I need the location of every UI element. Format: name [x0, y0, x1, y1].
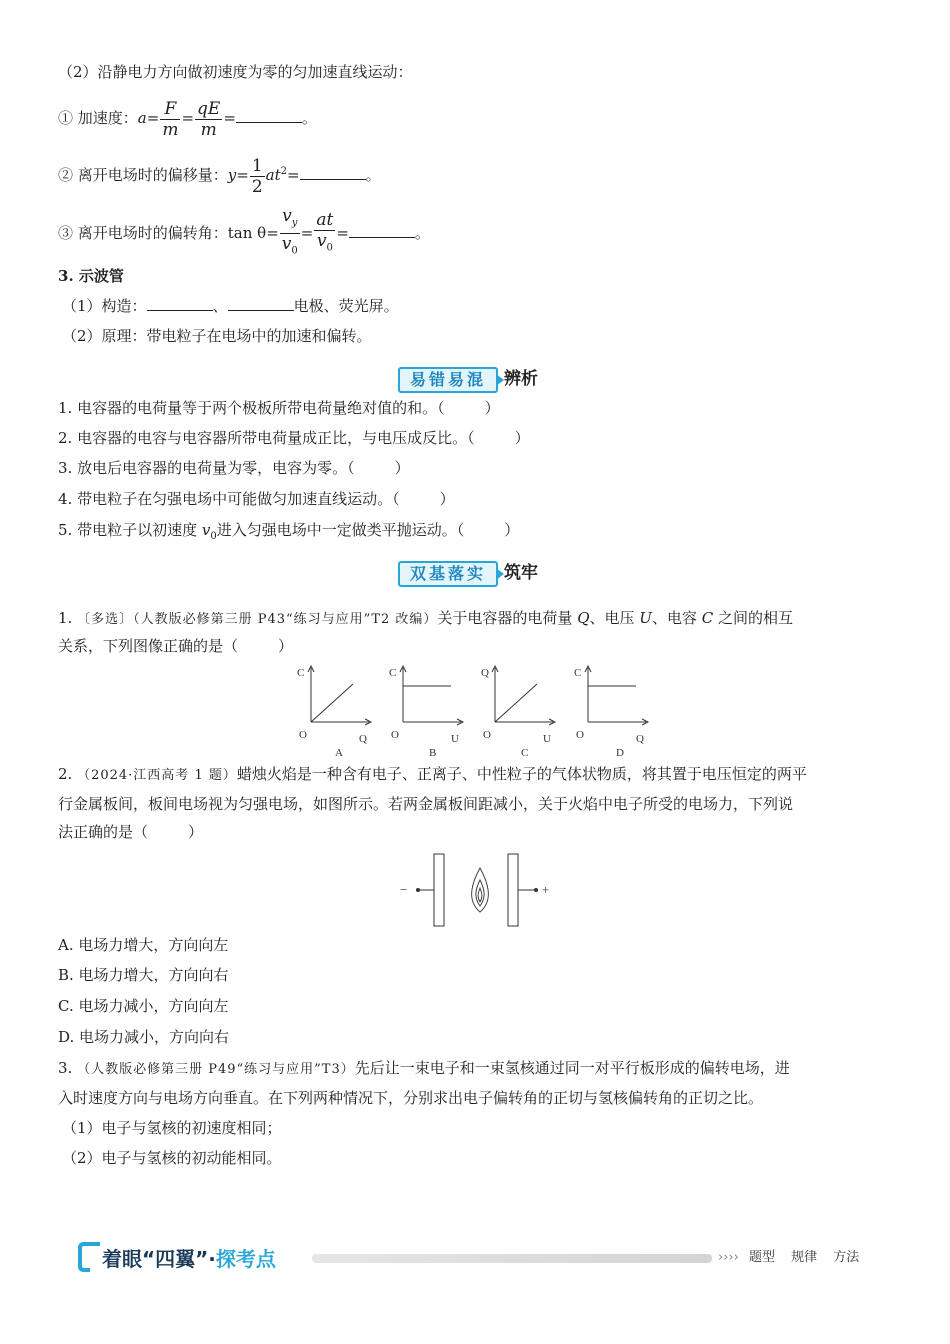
answer-blank[interactable] [147, 296, 213, 311]
banner-box: 双基落实 [398, 561, 498, 587]
x-axis-label: Q [636, 733, 644, 745]
page-footer [0, 1236, 950, 1286]
question-1-line2: 关系，下列图像正确的是（ ） [58, 637, 294, 655]
graph-line [311, 684, 353, 722]
footer-links [718, 1248, 859, 1268]
answer-blank[interactable] [300, 165, 366, 180]
question-2-line2: 行金属板间，板间电场视为匀强电场，如图所示。若两金属板间距减小，关于火焰中电子所受的电场力，下列说 [58, 795, 794, 813]
y-axis-label: C [574, 667, 582, 679]
footer-link-rules: 规律 [791, 1250, 818, 1265]
option-d[interactable]: D. 电场力减小，方向向右 [58, 1028, 230, 1046]
bracket-icon [76, 1240, 104, 1274]
question-2: 2. （2024·江西高考 1 题）蜡烛火焰是一种含有电子、正离子、中性粒子的气体状物质，将其置于电压恒定的两平 [58, 765, 807, 783]
judge-item: 2. 电容器的电容与电容器所带电荷量成正比，与电压成反比。（ ） [58, 429, 530, 447]
footer-link-types: 题型 [748, 1250, 775, 1265]
graph-option-label: B [429, 747, 437, 758]
question-3-item2: （2）电子与氢核的初动能相同。 [62, 1149, 282, 1167]
acceleration-formula: ① 加速度：a= $\frac{F}{m}$ = $\frac{qE}{m}$ = 。 [58, 98, 317, 140]
origin-label: O [483, 729, 491, 741]
minus-sign: − [400, 882, 408, 897]
x-axis-label: U [451, 733, 459, 745]
origin-label: O [299, 729, 307, 741]
angle-formula: ③ 离开电场时的偏转角：tan θ= $\frac{v_y}{v_0}$ = $\frac{at}{v_0}$ = 。 [58, 206, 430, 257]
graph-d [570, 662, 660, 758]
banner-side: 筑牢 [504, 563, 538, 583]
graph-c [477, 662, 567, 758]
judge-item: 5. 带电粒子以初速度 $v_0$进入匀强电场中一定做类平抛运动。（ ） [58, 521, 520, 542]
banner-box: 易错易混 [398, 367, 498, 393]
banner-error-analysis [398, 367, 558, 393]
left-plate [434, 854, 444, 926]
x-axis-label: Q [359, 733, 367, 745]
graph-line [495, 684, 537, 722]
banner-basics [398, 561, 558, 587]
option-c[interactable]: C. 电场力减小，方向向左 [58, 997, 229, 1015]
right-plate [508, 854, 518, 926]
footer-title: 着眼“四翼”·探考点 [102, 1247, 276, 1271]
question-3: 3. （人教版必修第三册 P49“练习与应用”T3）先后让一束电子和一束氢核通过同一对平行板形成的偏转电场，进 [58, 1059, 790, 1077]
question-2-line3: 法正确的是（ ） [58, 823, 204, 841]
question-3-line2: 入时速度方向与电场方向垂直。在下列两种情况下，分别求出电子偏转角的正切与氢核偏转角的正切之比。 [58, 1089, 764, 1107]
answer-blank[interactable] [349, 223, 415, 238]
banner-side: 辨析 [504, 369, 538, 389]
judge-item: 3. 放电后电容器的电荷量为零，电容为零。（ ） [58, 459, 410, 477]
candle-plates-diagram [390, 850, 570, 930]
flame-icon [472, 868, 489, 912]
graph-option-label: C [521, 747, 529, 758]
question-3-item1: （1）电子与氢核的初速度相同； [62, 1119, 282, 1137]
option-b[interactable]: B. 电场力增大，方向向右 [58, 966, 229, 984]
y-axis-label: C [389, 667, 397, 679]
judge-item: 1. 电容器的电荷量等于两个极板所带电荷量绝对值的和。（ ） [58, 399, 500, 417]
y-axis-label: C [297, 667, 305, 679]
graph-b [385, 662, 475, 758]
arrows-icon: ›››› [718, 1250, 739, 1265]
origin-label: O [576, 729, 584, 741]
x-axis-label: U [543, 733, 551, 745]
graph-option-label: A [335, 747, 343, 758]
section-2-title: （2）沿静电力方向做初速度为零的匀加速直线运动： [58, 63, 413, 81]
footer-link-methods: 方法 [833, 1250, 860, 1265]
question-1: 1. 〔多选〕（人教版必修第三册 P43“练习与应用”T2 改编）关于电容器的电荷量 Q、电压 U、电容 C 之间的相互 [58, 609, 793, 627]
footer-bar [312, 1254, 712, 1263]
answer-blank[interactable] [228, 296, 294, 311]
terminal-right [534, 888, 538, 892]
oscilloscope-heading: 3. 示波管 [58, 267, 124, 285]
displacement-formula: ② 离开电场时的偏移量：y= $\frac{1}{2}$ $at^2=$ 。 [58, 155, 381, 197]
origin-label: O [391, 729, 399, 741]
graph-a [293, 662, 383, 758]
judge-item: 4. 带电粒子在匀强电场中可能做匀加速直线运动。（ ） [58, 490, 455, 508]
y-axis-label: Q [481, 667, 489, 679]
oscilloscope-principle: （2）原理：带电粒子在电场中的加速和偏转。 [62, 327, 372, 345]
answer-blank[interactable] [236, 108, 302, 123]
plus-sign: + [542, 882, 550, 897]
graph-option-label: D [616, 747, 624, 758]
option-a[interactable]: A. 电场力增大，方向向左 [58, 936, 229, 954]
oscilloscope-structure: （1）构造： 、 电极、荧光屏。 [62, 297, 399, 315]
